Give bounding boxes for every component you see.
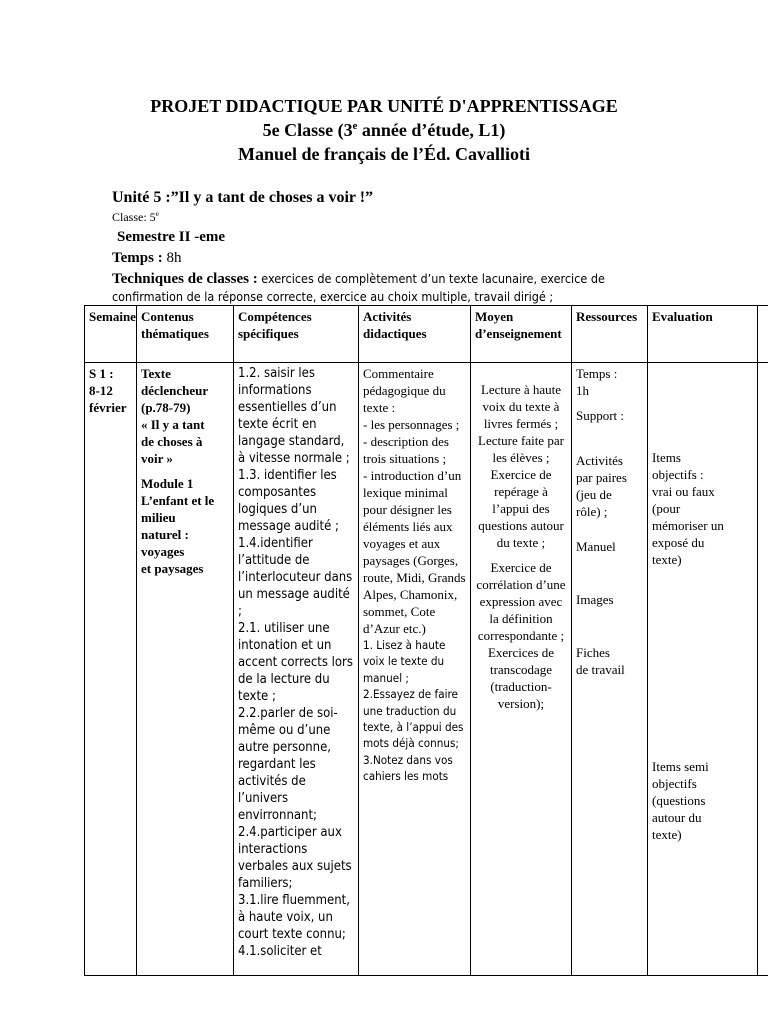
moyen-item: Lecture à haute voix du texte à livres fermés ; [480,382,562,431]
cell-extra [758,363,768,976]
activite-item: Commentaire pédagogique du texte : [363,366,446,415]
semestre-label: Semestre II -eme [117,229,226,245]
cell-semaine: S 1 : 8-12 février [85,363,137,976]
header-ressources: Ressources [572,306,648,363]
moyen-item: Exercice de corrélation d’une expression avec la définition correspondante ; [476,560,566,643]
competence-item: 1.2. saisir les informations essentielles d’un texte écrit en langage standard, à vitesse normale ; [238,366,350,466]
moyen-item: Exercices de transcodage (traduction-version); [487,645,555,711]
header-extra [758,306,768,363]
classe-label: Classe: 5e [112,210,159,224]
competence-item: 2.2.parler de soi-même ou d’une autre personne, regardant les activités de l’univers envirronnant; [238,706,338,823]
cell-evaluation: Items objectifs : vrai ou faux (pour mémoriser un exposé du texte) Items semi objectifs (questions autour du texte) [648,363,758,976]
table-header-row [85,306,768,363]
header-semaine: Semaine [85,306,137,363]
header-moyen: Moyen d’enseignement [471,306,572,363]
document-subtitle-manual: Manuel de français de l’Éd. Cavallioti [238,144,530,164]
cell-activites [359,363,471,976]
moyen-item: Exercice de repérage à l’appui des questions autour du texte ; [478,467,564,550]
activite-item: 1. Lisez à haute voix le texte du manuel ; [363,638,446,685]
activite-item: - description des trois situations ; [363,434,449,466]
competence-item: 1.3. identifier les composantes logiques d’un message audité ; [238,468,339,534]
header-contenus: Contenus thématiques [137,306,234,363]
competence-item: 4.1.soliciter et [238,944,322,959]
cell-competences [234,363,359,976]
table-row [85,363,768,976]
unit-title: Unité 5 :”Il y a tant de choses a voir !” [112,189,374,206]
header-activites: Activités didactiques [359,306,471,363]
header-competences: Compétences spécifiques [234,306,359,363]
techniques-paragraph: Techniques de classes : exercices de complètement d’un texte lacunaire, exercice de confirmation de la réponse correcte, exercice au choix multiple, travail dirigé ; [112,271,605,304]
activite-item: - introduction d’un lexique minimal pour désigner les éléments liés aux voyages et aux paysages (Gorges, route, Midi, Grands Alpes, Chamonix, sommet, Cote d’Azur etc.) [363,468,466,636]
cell-contenus: Texte déclencheur (p.78-79) « Il y a tant de choses à voir » Module 1 L’enfant et le milieu naturel : voyages et paysages [137,363,234,976]
plan-table [84,305,768,976]
cell-moyen [471,363,572,976]
document-subtitle-class: 5e Classe (3e année d’étude, L1) [262,120,506,140]
activite-item: - les personnages ; [363,417,460,432]
activite-item: 2.Essayez de faire une traduction du texte, à l’appui des mots déjà connus; [363,687,464,751]
temps-label: Temps : 8h [112,250,182,266]
competence-item: 3.1.lire fluemment, à haute voix, un court texte connu; [238,893,350,942]
competence-item: 2.1. utiliser une intonation et un accent corrects lors de la lecture du texte ; [238,621,353,704]
moyen-item: Lecture faite par les élèves ; [478,433,564,465]
cell-ressources: Temps : 1h Support : Activités par paires (jeu de rôle) ; Manuel Images Fiches de travail [572,363,648,976]
activite-item: 3.Notez dans vos cahiers les mots [363,752,453,784]
competence-item: 1.4.identifier l’attitude de l’interlocuteur dans un message audité ; [238,536,353,619]
document-title: PROJET DIDACTIQUE PAR UNITÉ D'APPRENTISSAGE [150,96,618,116]
header-evaluation: Evaluation [648,306,758,363]
competence-item: 2.4.participer aux interactions verbales aux sujets familiers; [238,825,352,891]
